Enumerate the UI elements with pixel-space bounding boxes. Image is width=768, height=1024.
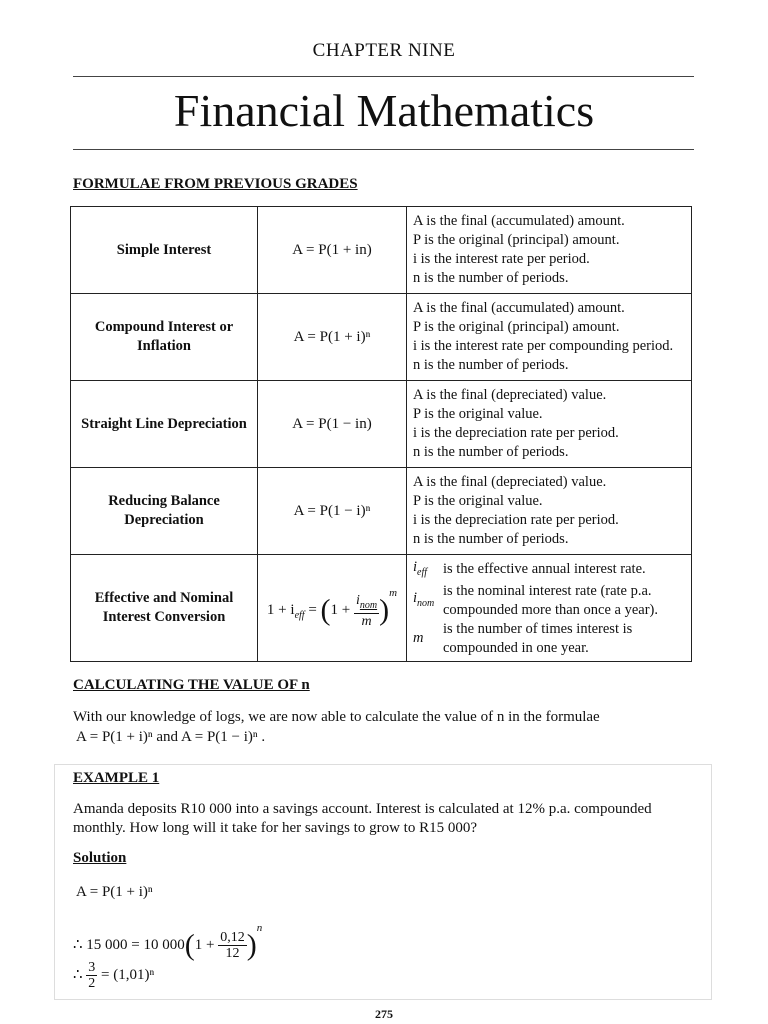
- formula-description: A is the final (depreciated) value. P is the original value. i is the depreciation rate per period. n is the number of periods.: [407, 381, 692, 468]
- formula-expression: A = P(1 − in): [258, 381, 407, 468]
- top-rule: [73, 76, 694, 77]
- page-number: 275: [375, 1007, 393, 1021]
- formula-description: $i_{eff}$ is the effective annual interest rate. $i_{nom}$ is the nominal interest rate (rate p.a. compounded more than once a year). m is the number of times interest is compounded in one year.: [407, 555, 692, 662]
- section-formulae-line: A = P(1 + i)ⁿ and A = P(1 − i)ⁿ .: [76, 729, 266, 745]
- formula-name: Straight Line Depreciation: [71, 381, 258, 468]
- table-row: [71, 555, 692, 662]
- solution-step-1: A = P(1 + i)ⁿ: [76, 884, 153, 900]
- solution-step-3: ∴ $\frac{3}{2}$ = (1,01)ⁿ: [73, 960, 155, 992]
- formula-expression: $1 + i_{eff} = (1$ + $\frac{i_{nom}}{m}$ )$^m$: [258, 555, 407, 662]
- section-heading-formulae: FORMULAE FROM PREVIOUS GRADES: [73, 176, 358, 192]
- formula-name: Simple Interest: [71, 207, 258, 294]
- section-paragraph: With our knowledge of logs, we are now able to calculate the value of n in the formulae: [73, 709, 600, 725]
- table-row: [71, 294, 692, 381]
- page-title: Financial Mathematics: [173, 85, 595, 136]
- table-row: [71, 207, 692, 294]
- formula-expression: A = P(1 + i)ⁿ: [258, 294, 407, 381]
- formula-expression: A = P(1 + in): [258, 207, 407, 294]
- formula-name: Compound Interest or Inflation: [71, 294, 258, 381]
- example-problem: Amanda deposits R10 000 into a savings account. Interest is calculated at 12% p.a. compounded monthly. How long will it take for her savings to grow to R15 000?: [73, 801, 652, 836]
- table-row: [71, 381, 692, 468]
- title-rule: [73, 149, 694, 150]
- solution-step-2: ∴ 15 000 = 10 000(1 + $\frac{0,12}{12}$ )$^n$: [73, 922, 263, 962]
- formula-expression: A = P(1 − i)ⁿ: [258, 468, 407, 555]
- table-row: [71, 468, 692, 555]
- formulae-table: [70, 206, 692, 662]
- formula-name: Reducing Balance Depreciation: [71, 468, 258, 555]
- section-heading-calculating-n: CALCULATING THE VALUE OF n: [73, 677, 310, 693]
- example-heading: EXAMPLE 1: [73, 770, 160, 786]
- solution-label: Solution: [73, 850, 127, 866]
- formula-name: Effective and Nominal Interest Conversion: [71, 555, 258, 662]
- formula-description: A is the final (accumulated) amount. P is the original (principal) amount. i is the interest rate per period. n is the number of periods.: [407, 207, 692, 294]
- formula-description: A is the final (accumulated) amount. P is the original (principal) amount. i is the interest rate per compounding period. n is the number of periods.: [407, 294, 692, 381]
- chapter-label: CHAPTER NINE: [312, 40, 456, 61]
- formula-description: A is the final (depreciated) value. P is the original value. i is the depreciation rate per period. n is the number of periods.: [407, 468, 692, 555]
